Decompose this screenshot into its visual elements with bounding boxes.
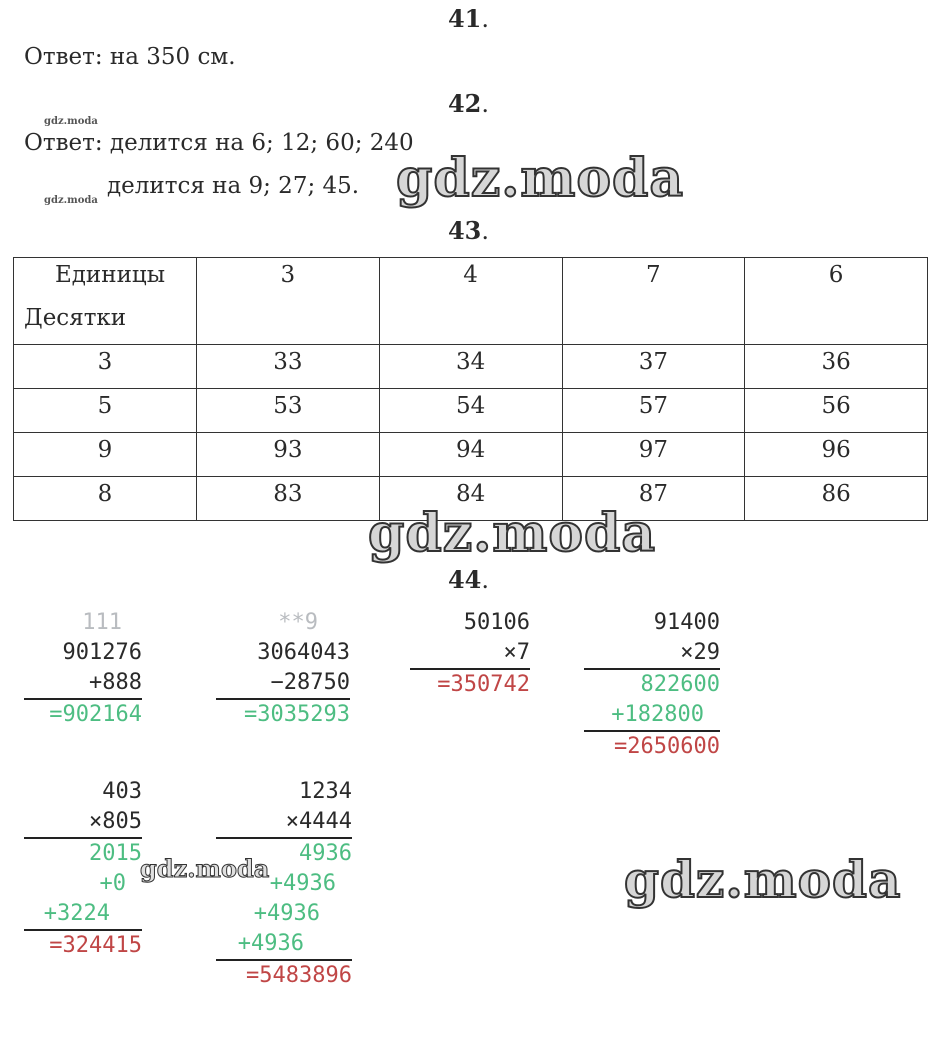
table-cell: 87: [562, 477, 745, 521]
table-cell: 94: [379, 433, 562, 477]
task-44-heading: 44.: [447, 565, 490, 594]
partial-product: 2015: [24, 837, 142, 869]
operand: +888: [89, 670, 142, 695]
table-corner-cell: [14, 258, 197, 345]
task-43-heading: 43.: [447, 216, 490, 245]
table-cell: 84: [379, 477, 562, 521]
operand: 91400: [653, 610, 720, 635]
addition-column: [24, 608, 142, 730]
table-cell: 93: [197, 433, 380, 477]
table-cell: 57: [562, 389, 745, 433]
table-cell: 53: [197, 389, 380, 433]
task-41-answer: Ответ: на 350 см.: [24, 44, 236, 70]
column-header: 4: [379, 258, 562, 345]
operand: −28750: [270, 670, 350, 695]
result: =2650600: [584, 730, 720, 762]
multiplication-column-1: [410, 608, 530, 700]
table-cell: 83: [197, 477, 380, 521]
column-header: 6: [745, 258, 928, 345]
partial-product: 822600: [584, 668, 720, 700]
table-cell: 96: [745, 433, 928, 477]
watermark-medium: gdz.moda: [140, 854, 270, 883]
operand: ×7: [503, 640, 530, 665]
operand: 403: [102, 779, 142, 804]
multiplication-column-4: [216, 777, 352, 991]
watermark-small: gdz.moda: [44, 195, 98, 206]
table-row: [14, 389, 928, 433]
operand: ×4444: [285, 809, 352, 834]
borrow-marks: **9: [278, 610, 318, 635]
operand: 1234: [299, 779, 352, 804]
column-header: 3: [197, 258, 380, 345]
task-42-heading: 42.: [447, 89, 490, 118]
subtraction-column: [216, 608, 350, 730]
tens-label: Десятки: [24, 305, 127, 331]
table-header-row: [14, 258, 928, 345]
result: =324415: [24, 929, 142, 961]
table-cell: 56: [745, 389, 928, 433]
operand: ×805: [89, 809, 142, 834]
watermark-large: gdz.moda: [368, 503, 657, 564]
partial-product: +4936: [253, 901, 320, 926]
row-header: 5: [14, 389, 197, 433]
task-42-answer-line1: Ответ: делится на 6; 12; 60; 240: [24, 130, 414, 156]
table-cell: 37: [562, 345, 745, 389]
column-header: 7: [562, 258, 745, 345]
table-cell: 33: [197, 345, 380, 389]
table-cell: 97: [562, 433, 745, 477]
carry-marks: 111: [82, 610, 122, 635]
partial-product: +4936: [237, 931, 304, 956]
result: =3035293: [216, 698, 350, 730]
row-header: 3: [14, 345, 197, 389]
watermark-large: gdz.moda: [396, 148, 685, 209]
tens-units-table: [13, 257, 928, 521]
result: =350742: [410, 668, 530, 700]
partial-product: +4936: [269, 871, 336, 896]
partial-product: +3224: [43, 901, 110, 926]
partial-product: +182800: [611, 702, 704, 727]
operand: 3064043: [257, 640, 350, 665]
table-cell: 34: [379, 345, 562, 389]
watermark-small: gdz.moda: [44, 116, 98, 127]
operand: ×29: [680, 640, 720, 665]
table-row: [14, 433, 928, 477]
result: =5483896: [216, 959, 352, 991]
table-cell: 36: [745, 345, 928, 389]
table-row: [14, 345, 928, 389]
partial-product: 4936: [216, 837, 352, 869]
operand: 901276: [62, 640, 142, 665]
units-label: Единицы: [54, 262, 166, 288]
row-header: 9: [14, 433, 197, 477]
row-header: 8: [14, 477, 197, 521]
result: =902164: [24, 698, 142, 730]
multiplication-column-3: [24, 777, 142, 961]
table-cell: 54: [379, 389, 562, 433]
task-42-answer-line2: делится на 9; 27; 45.: [107, 173, 360, 199]
task-41-heading: 41.: [447, 4, 490, 33]
watermark-large: gdz.moda: [624, 850, 902, 909]
table-cell: 86: [745, 477, 928, 521]
multiplication-column-2: [584, 608, 720, 762]
partial-product: +0: [99, 871, 126, 896]
operand: 50106: [463, 610, 530, 635]
